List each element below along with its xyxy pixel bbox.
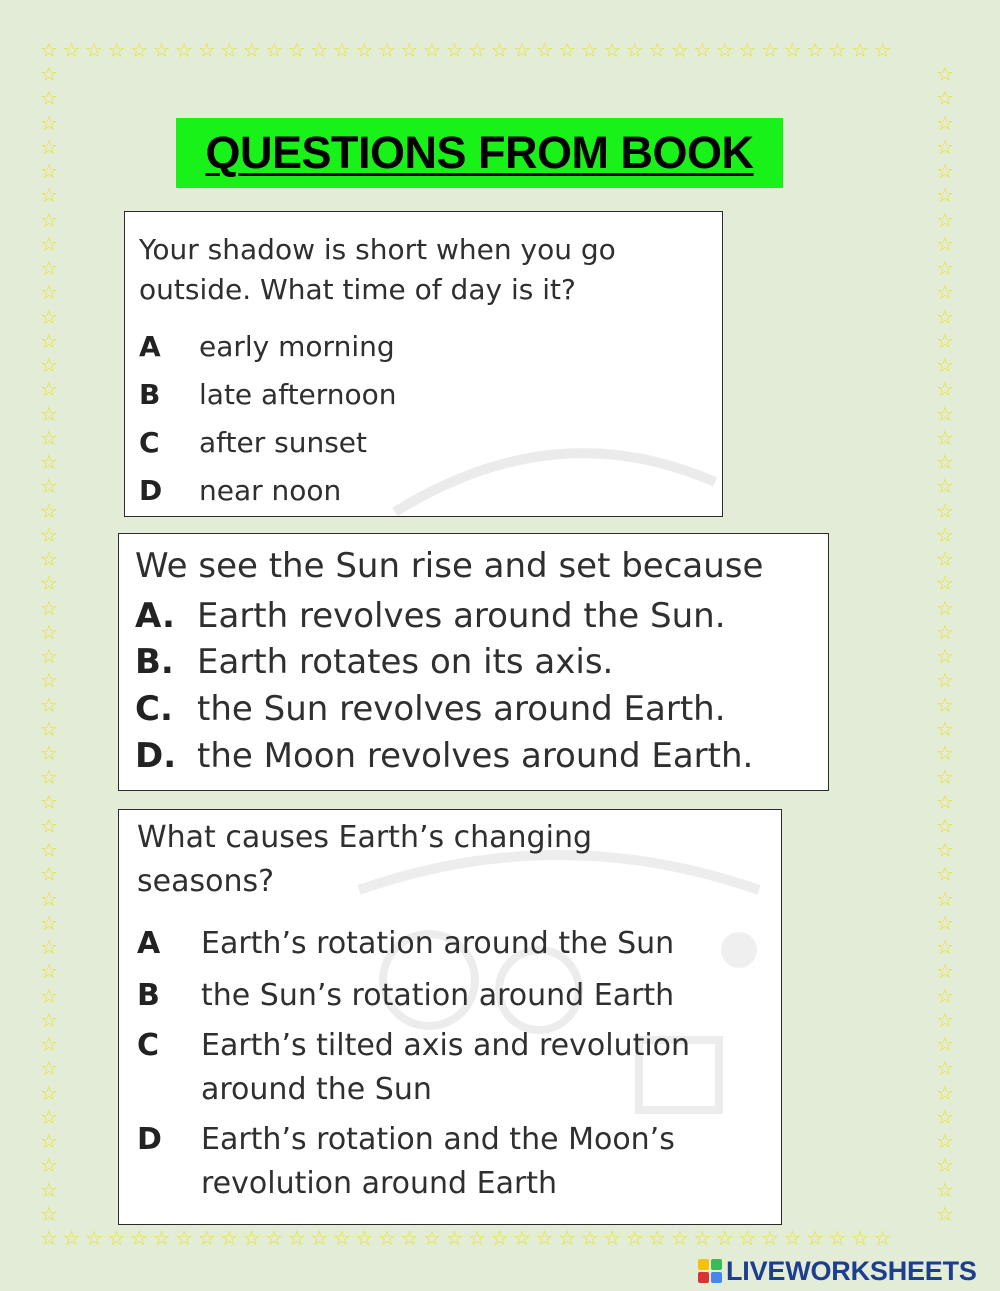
star-icon: ☆: [40, 935, 58, 959]
star-icon: ☆: [936, 692, 954, 717]
question-stem-line: outside. What time of day is it?: [139, 273, 576, 306]
star-icon: ☆: [936, 1201, 954, 1226]
star-icon: ☆: [40, 86, 58, 111]
star-icon: ☆: [40, 474, 58, 499]
star-icon: ☆: [936, 862, 954, 887]
star-icon: ☆: [40, 595, 58, 620]
liveworksheets-logo[interactable]: [698, 1255, 977, 1287]
star-icon: ☆: [936, 1129, 954, 1153]
brand-name: LIVEWORKSHEETS: [726, 1255, 977, 1286]
star-icon: ☆: [936, 401, 954, 426]
star-icon: ☆: [936, 353, 954, 377]
option-text: the Moon revolves around Earth.: [197, 736, 754, 776]
star-icon: ☆: [40, 183, 58, 208]
star-icon: ☆: [936, 644, 954, 668]
star-icon: ☆: [40, 377, 58, 402]
liveworksheets-icon: [698, 1259, 722, 1283]
option-letter: B: [139, 378, 161, 411]
star-icon: ☆: [936, 207, 954, 232]
star-icon: ☆: [40, 668, 58, 693]
star-icon: ☆: [936, 838, 954, 862]
star-icon: ☆: [40, 110, 58, 135]
star-border-left: [40, 64, 64, 1228]
question-stem-line: What causes Earth’s changing: [137, 820, 592, 855]
star-icon: ☆: [40, 741, 58, 765]
answer-option-d[interactable]: [139, 474, 341, 507]
star-icon: ☆: [40, 1080, 58, 1105]
star-icon: ☆: [40, 280, 58, 305]
answer-option-c[interactable]: [139, 426, 367, 459]
star-icon: ☆: [40, 789, 58, 814]
star-icon: ☆: [936, 231, 954, 256]
option-letter: C: [137, 1028, 160, 1063]
star-icon: ☆: [936, 474, 954, 499]
star-icon: ☆: [40, 353, 58, 377]
star-icon: ☆: [936, 1032, 954, 1056]
star-icon: ☆: [936, 522, 954, 547]
option-text: [201, 1118, 675, 1206]
option-letter: C.: [135, 689, 173, 729]
star-icon: ☆: [40, 450, 58, 474]
star-icon: ☆: [40, 231, 58, 256]
option-text: Earth rotates on its axis.: [197, 642, 614, 682]
answer-option-a[interactable]: [137, 922, 674, 966]
logo-tile: [711, 1259, 722, 1270]
star-icon: ☆: [40, 207, 58, 232]
option-text: near noon: [199, 474, 342, 507]
watermark-graphic: [385, 392, 723, 517]
star-icon: ☆: [40, 425, 58, 450]
answer-option-d[interactable]: [137, 1118, 675, 1206]
star-icon: ☆: [40, 983, 58, 1008]
answer-option-b[interactable]: [137, 974, 674, 1018]
answer-option-c[interactable]: [137, 1024, 690, 1112]
option-text: [201, 1024, 690, 1112]
star-border-top: ☆☆☆☆☆☆☆☆☆☆☆☆☆☆☆☆☆☆☆☆☆☆☆☆☆☆☆☆☆☆☆☆☆☆☆☆☆☆: [40, 40, 897, 62]
star-icon: ☆: [40, 1129, 58, 1153]
star-icon: ☆: [40, 1007, 58, 1032]
option-text-line: Earth’s tilted axis and revolution: [201, 1028, 691, 1063]
star-icon: ☆: [40, 813, 58, 838]
star-icon: ☆: [936, 935, 954, 959]
star-icon: ☆: [40, 498, 58, 523]
star-icon: ☆: [936, 86, 954, 111]
option-text-line: Earth’s rotation and the Moon’s: [201, 1122, 675, 1157]
option-text: after sunset: [199, 426, 368, 459]
logo-tile: [711, 1272, 722, 1283]
star-icon: ☆: [40, 1153, 58, 1178]
star-icon: ☆: [936, 280, 954, 305]
star-icon: ☆: [936, 741, 954, 765]
star-icon: ☆: [936, 886, 954, 911]
star-icon: ☆: [936, 498, 954, 523]
star-icon: ☆: [40, 1032, 58, 1056]
star-icon: ☆: [40, 692, 58, 717]
star-icon: ☆: [936, 1177, 954, 1202]
star-icon: ☆: [936, 716, 954, 741]
star-icon: ☆: [40, 571, 58, 596]
answer-option-a[interactable]: [139, 330, 395, 363]
question-card-1: [124, 211, 723, 517]
logo-tile: [698, 1272, 709, 1283]
question-card-3: [118, 809, 782, 1225]
question-card-2: [118, 533, 829, 791]
answer-option-b[interactable]: [139, 378, 397, 411]
answer-option-c[interactable]: [135, 689, 726, 729]
star-icon: ☆: [936, 983, 954, 1008]
star-icon: ☆: [936, 547, 954, 571]
star-icon: ☆: [936, 1153, 954, 1178]
option-letter: D: [139, 474, 163, 507]
star-icon: ☆: [936, 304, 954, 329]
option-letter: D: [137, 1122, 162, 1157]
option-letter: A.: [135, 596, 175, 636]
star-icon: ☆: [40, 716, 58, 741]
answer-option-d[interactable]: [135, 736, 753, 776]
star-icon: ☆: [936, 159, 954, 183]
star-icon: ☆: [936, 1080, 954, 1105]
star-icon: ☆: [40, 304, 58, 329]
option-letter: D.: [135, 736, 177, 776]
star-icon: ☆: [40, 522, 58, 547]
star-icon: ☆: [936, 1104, 954, 1129]
option-text: Earth’s rotation around the Sun: [201, 926, 675, 961]
question-stem-line: seasons?: [137, 864, 275, 899]
page-title: QUESTIONS FROM BOOK: [176, 118, 783, 188]
question-stem-line: Your shadow is short when you go: [139, 233, 616, 266]
star-icon: ☆: [936, 765, 954, 790]
star-icon: ☆: [936, 619, 954, 644]
star-icon: ☆: [936, 595, 954, 620]
star-icon: ☆: [936, 910, 954, 935]
question-stem-line: We see the Sun rise and set because: [135, 546, 764, 586]
star-icon: ☆: [40, 886, 58, 911]
star-icon: ☆: [936, 813, 954, 838]
option-text-line: revolution around Earth: [201, 1166, 558, 1201]
star-border-bottom: ☆☆☆☆☆☆☆☆☆☆☆☆☆☆☆☆☆☆☆☆☆☆☆☆☆☆☆☆☆☆☆☆☆☆☆☆☆☆: [40, 1228, 897, 1250]
option-text: late afternoon: [199, 378, 397, 411]
star-icon: ☆: [936, 377, 954, 402]
star-icon: ☆: [936, 134, 954, 159]
star-icon: ☆: [40, 959, 58, 984]
star-icon: ☆: [40, 838, 58, 862]
option-text-line: around the Sun: [201, 1072, 432, 1107]
star-icon: ☆: [936, 789, 954, 814]
star-icon: ☆: [40, 644, 58, 668]
star-icon: ☆: [40, 765, 58, 790]
star-icon: ☆: [936, 1056, 954, 1081]
star-icon: ☆: [40, 134, 58, 159]
star-icon: ☆: [936, 1007, 954, 1032]
option-text: the Sun revolves around Earth.: [197, 689, 726, 729]
star-icon: ☆: [40, 1056, 58, 1081]
star-icon: ☆: [40, 547, 58, 571]
option-text: Earth revolves around the Sun.: [197, 596, 726, 636]
star-icon: ☆: [936, 110, 954, 135]
option-letter: A: [137, 926, 161, 961]
star-icon: ☆: [936, 256, 954, 280]
option-letter: C: [139, 426, 160, 459]
star-icon: ☆: [40, 1104, 58, 1129]
star-icon: ☆: [40, 159, 58, 183]
star-border-right: [936, 64, 960, 1228]
star-icon: ☆: [936, 425, 954, 450]
star-icon: ☆: [936, 668, 954, 693]
star-icon: ☆: [40, 64, 58, 86]
answer-option-a[interactable]: [135, 596, 726, 636]
star-icon: ☆: [40, 862, 58, 887]
star-icon: ☆: [40, 619, 58, 644]
option-letter: B.: [135, 642, 174, 682]
star-icon: ☆: [936, 64, 954, 86]
star-icon: ☆: [40, 910, 58, 935]
star-icon: ☆: [40, 1177, 58, 1202]
star-icon: ☆: [936, 959, 954, 984]
answer-option-b[interactable]: [135, 642, 613, 682]
star-icon: ☆: [40, 328, 58, 353]
option-text: the Sun’s rotation around Earth: [201, 978, 675, 1013]
star-icon: ☆: [936, 183, 954, 208]
star-icon: ☆: [40, 256, 58, 280]
star-icon: ☆: [936, 571, 954, 596]
option-letter: A: [139, 330, 161, 363]
star-icon: ☆: [40, 1201, 58, 1226]
star-icon: ☆: [40, 401, 58, 426]
option-text: early morning: [199, 330, 395, 363]
option-letter: B: [137, 978, 160, 1013]
logo-tile: [698, 1259, 709, 1270]
star-icon: ☆: [936, 450, 954, 474]
star-icon: ☆: [936, 328, 954, 353]
